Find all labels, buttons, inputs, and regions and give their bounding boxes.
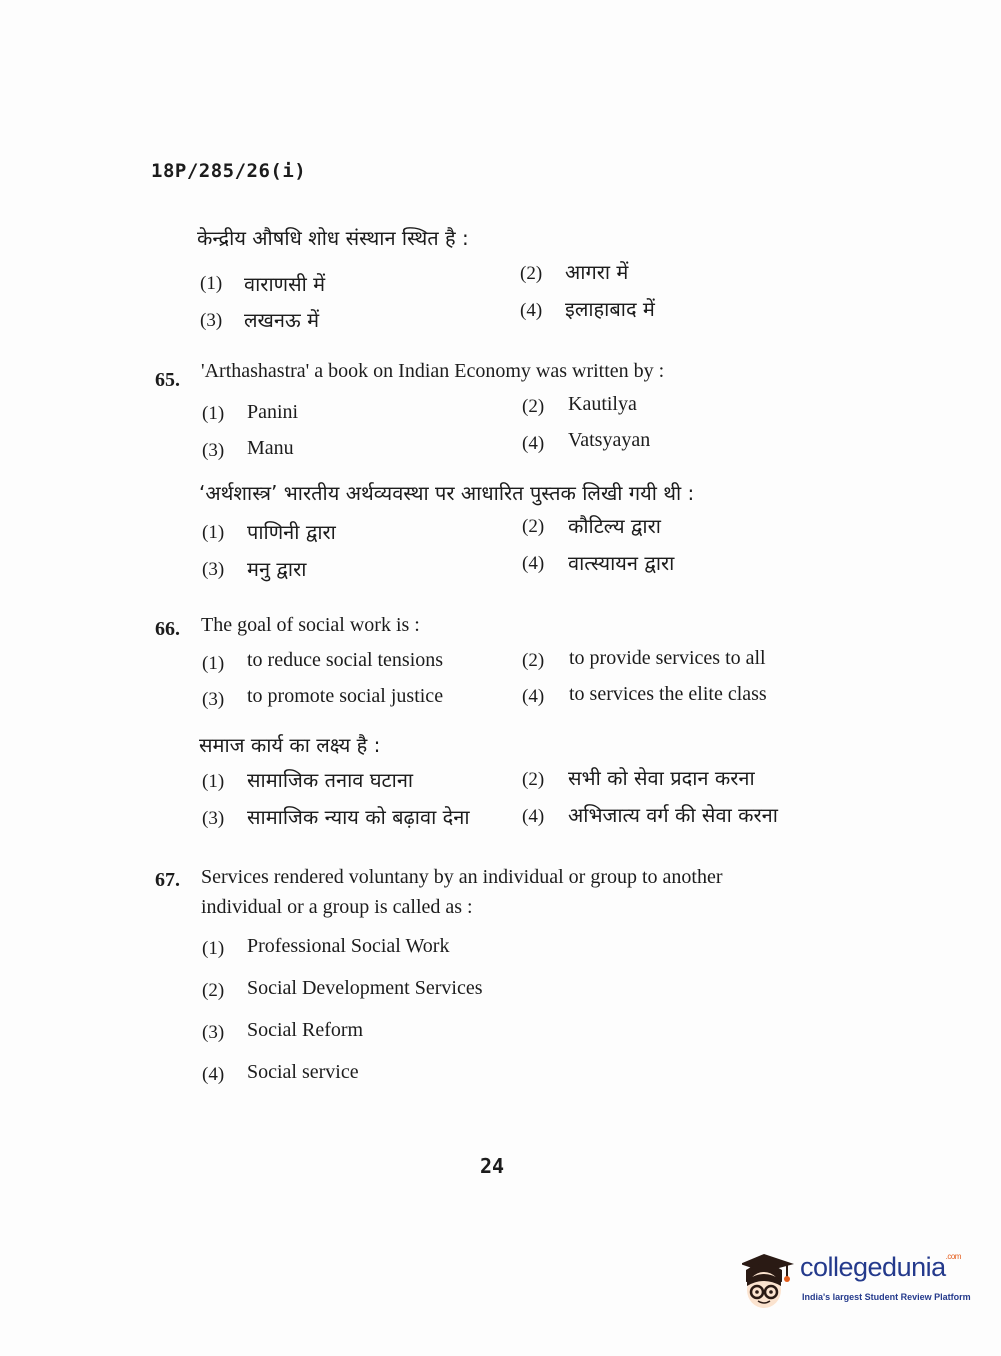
q66-hindi-option-num: (4) [522,806,545,827]
q65-hindi-option-num: (3) [202,559,225,580]
q64-option-num: (3) [200,310,223,331]
q65-hindi-option-num: (1) [202,522,225,543]
q67-question-line1: Services rendered voluntany by an individual or group to another [201,866,723,888]
q64-option-text: वाराणसी में [244,272,326,296]
q64-option-text: इलाहाबाद में [565,297,655,321]
q66-hindi-option-text: सभी को सेवा प्रदान करना [568,766,755,790]
q66-option-num: (3) [202,689,225,710]
q66-hindi-option-text: सामाजिक न्याय को बढ़ावा देना [247,805,470,829]
q65-number: 65. [155,369,180,391]
q66-question: The goal of social work is : [201,614,420,636]
q67-question-line2: individual or a group is called as : [201,896,473,918]
q64-hindi-question: केन्द्रीय औषधि शोध संस्थान स्थित है : [197,226,469,250]
q67-option-num: (3) [202,1022,225,1043]
q65-hindi-option-num: (4) [522,553,545,574]
brand-name: collegedunia$^{.com}$ [800,1252,961,1282]
q65-question: 'Arthashastra' a book on Indian Economy was written by : [201,360,665,382]
q66-option-num: (2) [522,650,545,671]
q66-hindi-question: समाज कार्य का लक्ष्य है : [199,733,381,757]
student-mascot-icon [742,1248,800,1312]
collegedunia-watermark [742,1248,972,1318]
q64-option-text: आगरा में [565,260,629,284]
q65-hindi-question: ‘अर्थशास्त्र’ भारतीय अर्थव्यवस्था पर आधारित पुस्तक लिखी गयी थी : [199,481,695,505]
q65-hindi-option-text: वात्स्यायन द्वारा [568,551,675,575]
q65-hindi-option-text: पाणिनी द्वारा [247,520,336,544]
q66-option-text: to services the elite class [569,683,767,705]
q67-option-num: (2) [202,980,225,1001]
q66-number: 66. [155,618,180,640]
brand-tagline: India's largest Student Review Platform [802,1292,971,1302]
q65-option-text: Vatsyayan [568,429,651,451]
brand-suffix: .com [945,1252,961,1261]
q66-hindi-option-num: (1) [202,771,225,792]
q67-number: 67. [155,869,180,891]
q66-option-num: (1) [202,653,225,674]
q64-option-num: (2) [520,263,543,284]
q67-option-num: (4) [202,1064,225,1085]
q65-option-num: (1) [202,403,225,424]
q67-option-num: (1) [202,938,225,959]
q66-hindi-option-num: (2) [522,769,545,790]
q65-option-num: (2) [522,396,545,417]
q65-hindi-option-text: मनु द्वारा [247,557,307,581]
q66-hindi-option-text: अभिजात्य वर्ग की सेवा करना [568,803,778,827]
q66-option-text: to reduce social tensions [247,649,444,671]
q64-option-text: लखनऊ में [244,308,320,332]
q64-option-num: (4) [520,300,543,321]
q65-option-num: (4) [522,433,545,454]
q65-option-text: Kautilya [568,393,637,415]
q65-hindi-option-num: (2) [522,516,545,537]
q67-option-text: Professional Social Work [247,935,450,957]
q66-option-text: to promote social justice [247,685,444,707]
q65-option-num: (3) [202,440,225,461]
q67-option-text: Social service [247,1061,359,1083]
q67-option-text: Social Reform [247,1019,364,1041]
q65-option-text: Panini [247,401,299,423]
q66-hindi-option-num: (3) [202,808,225,829]
page-number: 24 [480,1154,505,1178]
q65-option-text: Manu [247,437,294,459]
q65-hindi-option-text: कौटिल्य द्वारा [568,514,661,538]
paper-code: 18P/285/26(i) [151,160,307,182]
q66-option-num: (4) [522,686,545,707]
q66-option-text: to provide services to all [569,647,766,669]
q64-option-num: (1) [200,273,223,294]
q66-hindi-option-text: सामाजिक तनाव घटाना [247,768,414,792]
q67-option-text: Social Development Services [247,977,483,999]
